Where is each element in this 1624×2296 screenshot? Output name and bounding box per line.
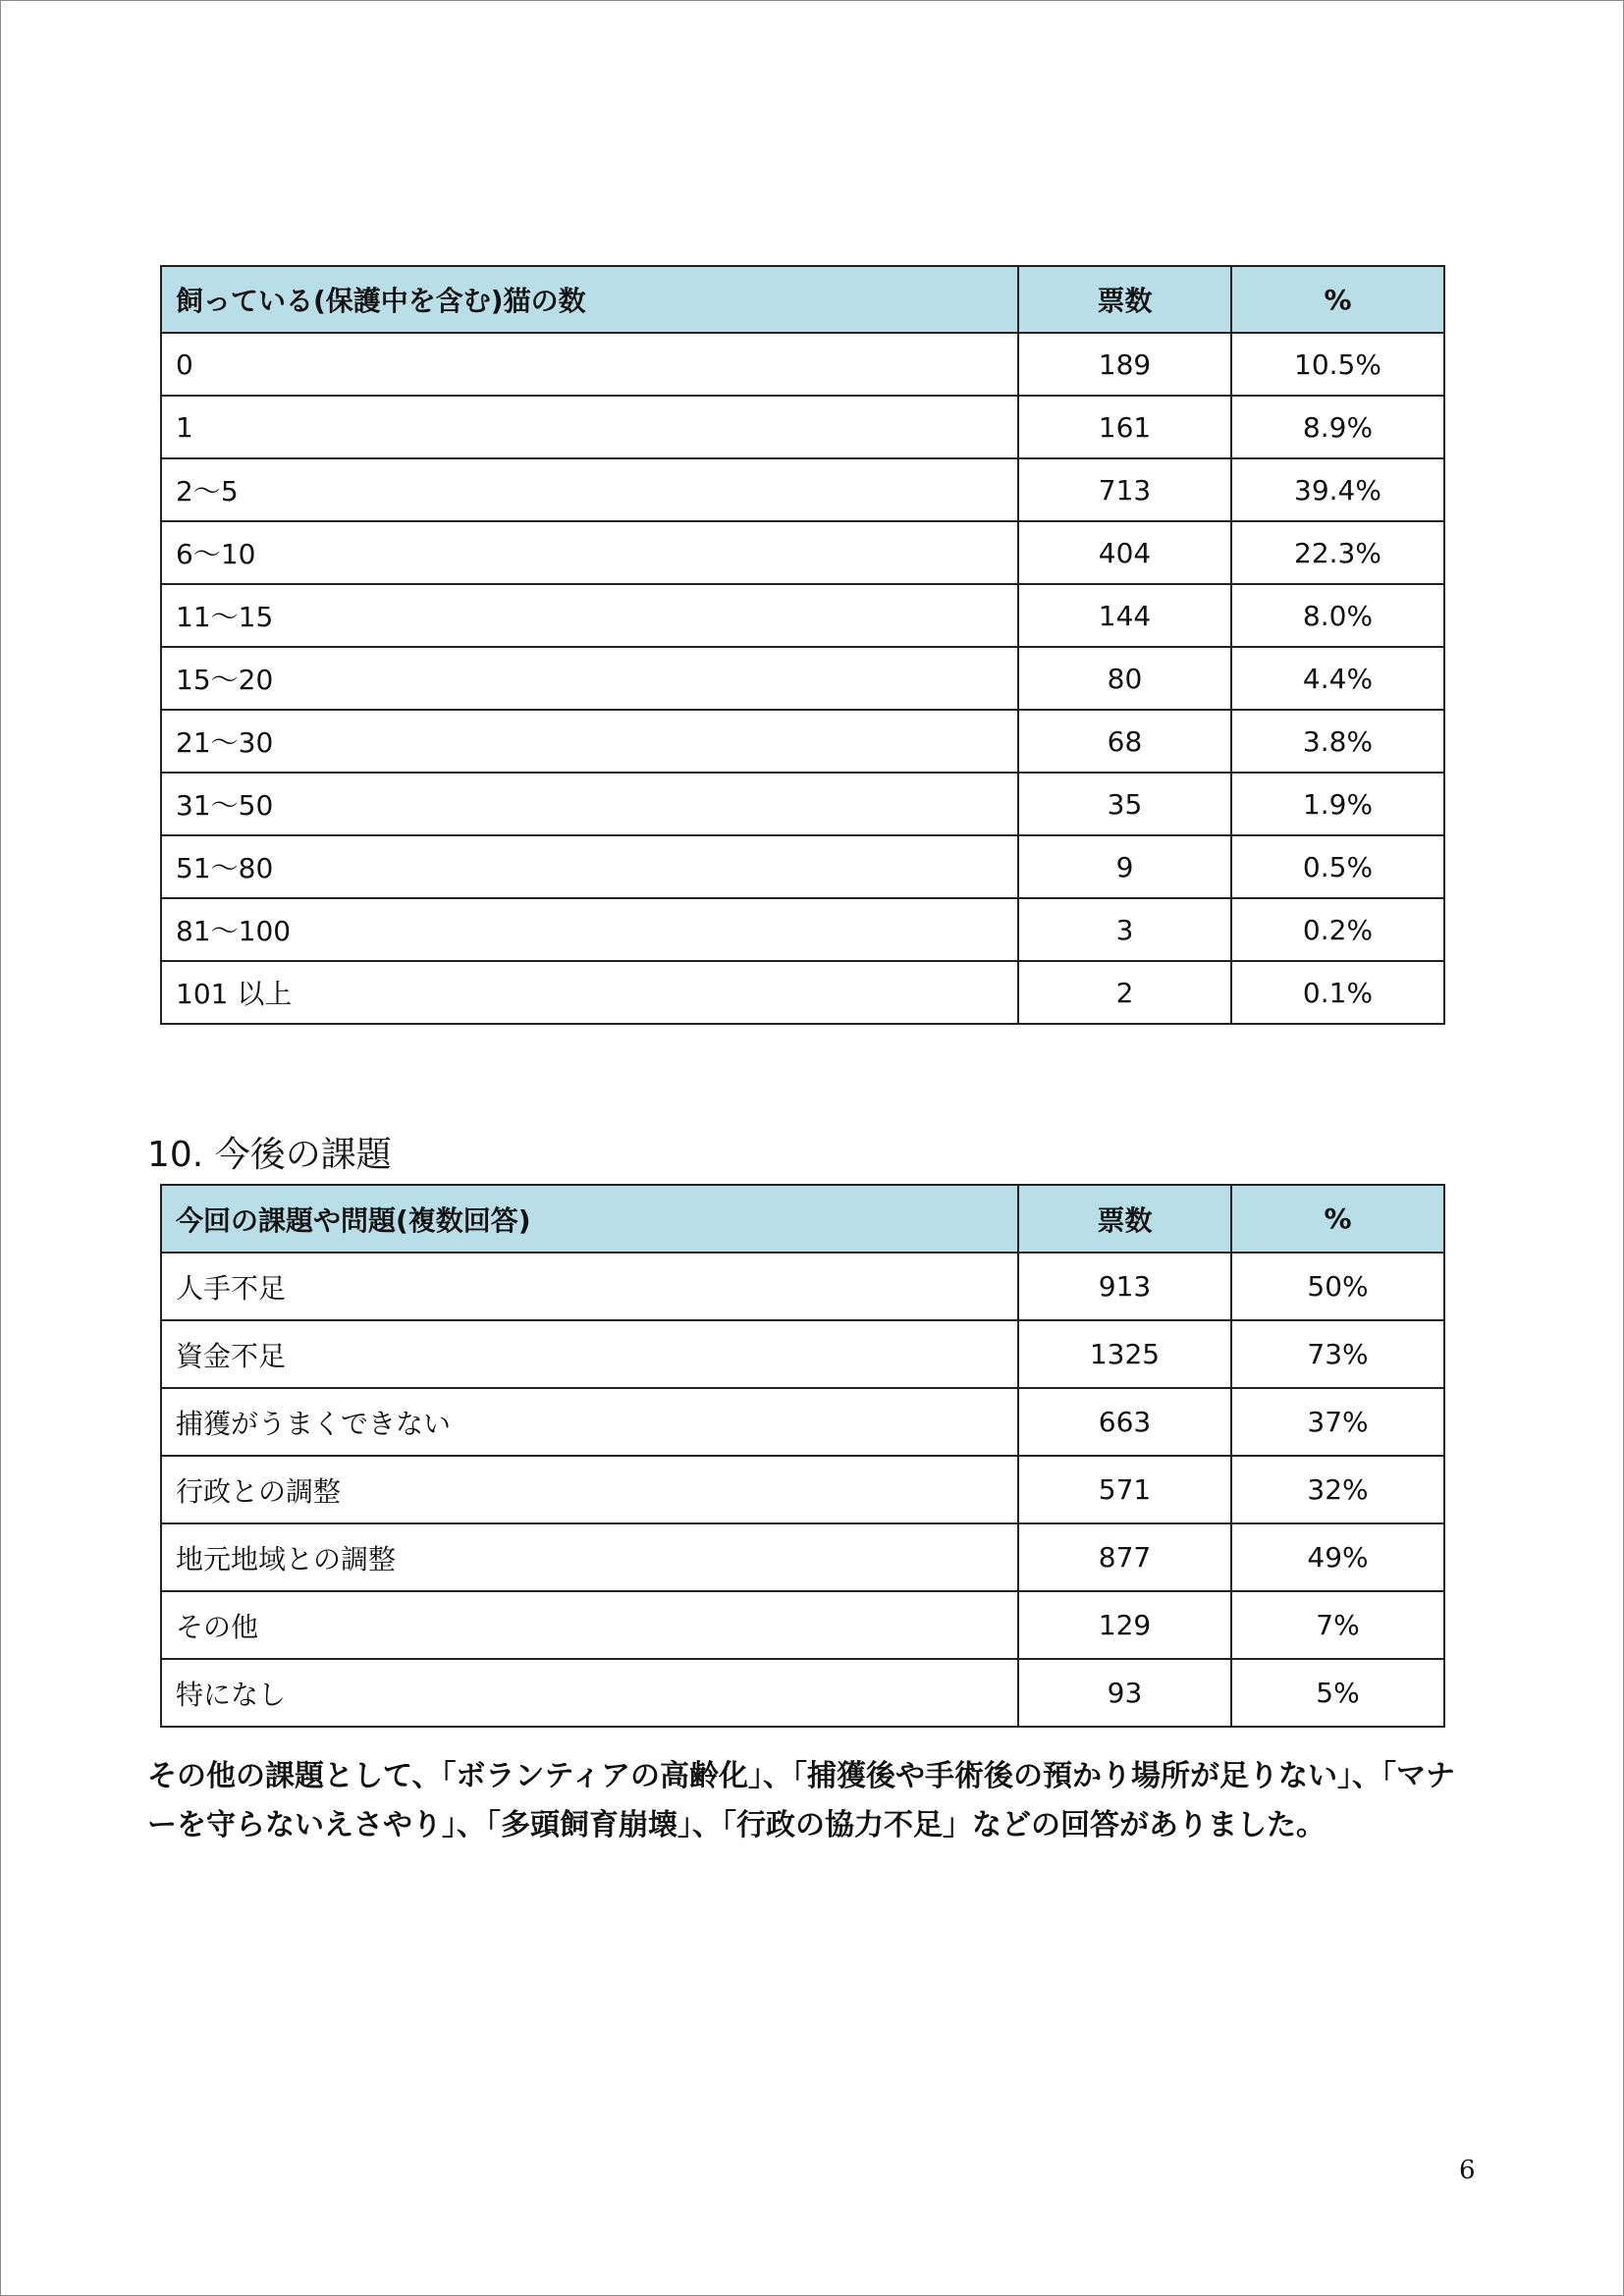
cell-percent: 3.8% [1231,710,1444,773]
cell-percent: 8.0% [1231,584,1444,647]
table-row [161,1591,1444,1659]
cell-category: 地元地域との調整 [161,1523,1018,1591]
section-heading: 10. 今後の課題 [147,1135,392,1175]
table-row [161,333,1444,396]
cell-percent: 32% [1231,1456,1444,1523]
header-category: 今回の課題や問題(複数回答) [161,1185,1018,1253]
cell-votes: 129 [1018,1591,1231,1659]
table-row [161,584,1444,647]
cell-percent: 0.1% [1231,961,1444,1024]
cell-votes: 144 [1018,584,1231,647]
cell-percent: 5% [1231,1659,1444,1727]
note-paragraph: その他の課題として、「ボランティアの高齢化」、「捕獲後や手術後の預かり場所が足りない」、「マナーを守らないえさやり」、「多頭飼育崩壊」、「行政の協力不足」などの回答がありました。 [147,1759,1455,1842]
cell-votes: 93 [1018,1659,1231,1727]
cell-category: 101 以上 [161,961,1018,1024]
cell-category: その他 [161,1591,1018,1659]
cats-count-table [160,265,1445,1025]
cell-votes: 713 [1018,458,1231,521]
cell-category: 31～50 [161,773,1018,835]
table-row [161,1523,1444,1591]
header-category: 飼っている(保護中を含む)猫の数 [161,266,1018,333]
cell-votes: 404 [1018,521,1231,584]
cell-category: 2～5 [161,458,1018,521]
cell-votes: 663 [1018,1388,1231,1456]
page-number: 6 [1459,2156,1476,2185]
cell-percent: 1.9% [1231,773,1444,835]
cell-votes: 913 [1018,1253,1231,1320]
cell-votes: 571 [1018,1456,1231,1523]
cell-category: 行政との調整 [161,1456,1018,1523]
cell-category: 捕獲がうまくできない [161,1388,1018,1456]
cell-percent: 10.5% [1231,333,1444,396]
cell-votes: 35 [1018,773,1231,835]
cell-votes: 3 [1018,898,1231,961]
cell-votes: 161 [1018,396,1231,458]
cell-percent: 7% [1231,1591,1444,1659]
cell-votes: 189 [1018,333,1231,396]
cell-percent: 0.5% [1231,835,1444,898]
table-row [161,835,1444,898]
cell-category: 11～15 [161,584,1018,647]
cell-category: 6～10 [161,521,1018,584]
table-row [161,396,1444,458]
table-row [161,1253,1444,1320]
issues-table [160,1184,1445,1728]
cell-percent: 4.4% [1231,647,1444,710]
cell-percent: 50% [1231,1253,1444,1320]
header-votes: 票数 [1018,266,1231,333]
cell-category: 21～30 [161,710,1018,773]
table-row [161,1320,1444,1388]
cell-votes: 68 [1018,710,1231,773]
header-votes: 票数 [1018,1185,1231,1253]
table-row [161,773,1444,835]
cell-votes: 1325 [1018,1320,1231,1388]
cell-votes: 877 [1018,1523,1231,1591]
cell-category: 51～80 [161,835,1018,898]
cell-category: 人手不足 [161,1253,1018,1320]
table-row [161,1388,1444,1456]
cell-percent: 0.2% [1231,898,1444,961]
table-row [161,1659,1444,1727]
table-row [161,961,1444,1024]
cell-category: 資金不足 [161,1320,1018,1388]
table-row [161,710,1444,773]
cell-percent: 22.3% [1231,521,1444,584]
cell-votes: 9 [1018,835,1231,898]
table-header-row [161,266,1444,333]
table-row [161,647,1444,710]
cell-category: 15～20 [161,647,1018,710]
table-row [161,521,1444,584]
table-row [161,458,1444,521]
cell-votes: 2 [1018,961,1231,1024]
cell-percent: 73% [1231,1320,1444,1388]
cell-category: 特になし [161,1659,1018,1727]
cell-percent: 8.9% [1231,396,1444,458]
cell-percent: 39.4% [1231,458,1444,521]
table-row [161,898,1444,961]
cell-percent: 49% [1231,1523,1444,1591]
cell-votes: 80 [1018,647,1231,710]
cell-category: 0 [161,333,1018,396]
header-percent: % [1231,1185,1444,1253]
cell-percent: 37% [1231,1388,1444,1456]
cell-category: 81～100 [161,898,1018,961]
header-percent: % [1231,266,1444,333]
table-header-row [161,1185,1444,1253]
table-row [161,1456,1444,1523]
cell-category: 1 [161,396,1018,458]
